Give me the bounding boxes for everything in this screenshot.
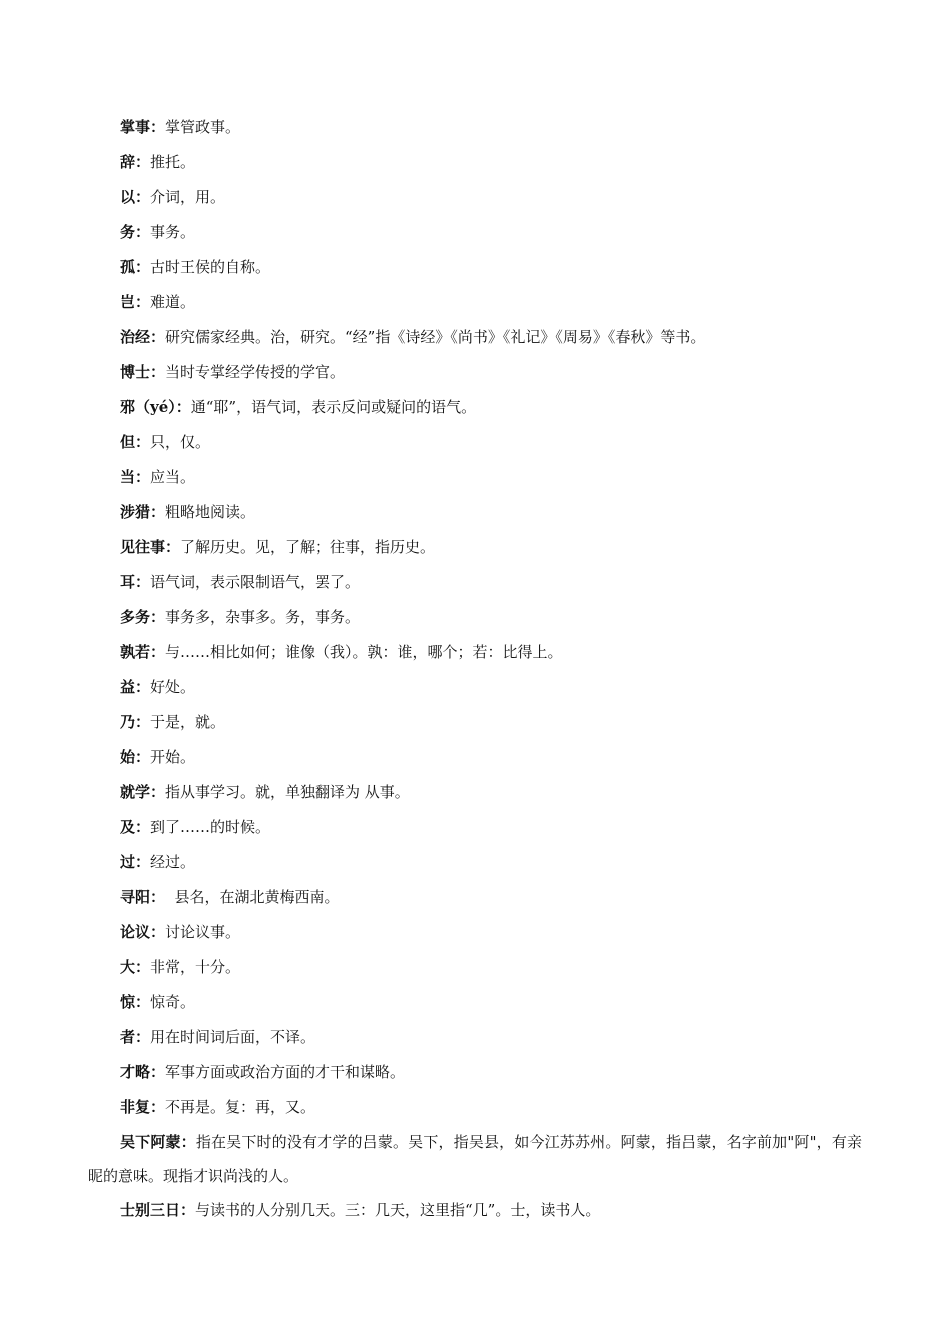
glossary-entry xyxy=(88,1125,862,1193)
glossary-entry xyxy=(120,1193,862,1228)
entry-definition: 当时专掌经学传授的学官。 xyxy=(165,363,346,381)
glossary-entry xyxy=(120,635,862,670)
entry-definition: 难道。 xyxy=(150,293,196,311)
entry-term: 才略： xyxy=(120,1063,166,1081)
entry-term: 治经： xyxy=(120,328,166,346)
entry-term: 吴下阿蒙： xyxy=(120,1133,196,1151)
entry-term: 岂： xyxy=(120,293,151,311)
entry-term: 务： xyxy=(120,223,151,241)
entry-definition: 了解历史。见，了解；往事，指历史。 xyxy=(180,538,436,556)
glossary-entry xyxy=(120,1055,862,1090)
entry-term: 孤： xyxy=(120,258,151,276)
glossary-entry xyxy=(120,530,862,565)
entry-definition: 与……相比如何；谁像（我）。孰：谁，哪个；若：比得上。 xyxy=(165,643,563,661)
glossary-entry xyxy=(120,460,862,495)
entry-definition: 军事方面或政治方面的才干和谋略。 xyxy=(165,1063,406,1081)
glossary-entry xyxy=(120,215,862,250)
entry-definition: 到了……的时候。 xyxy=(150,818,271,836)
entry-definition: 开始。 xyxy=(150,748,196,766)
glossary-entry xyxy=(120,565,862,600)
entry-term: 当： xyxy=(120,468,151,486)
entry-term: 惊： xyxy=(120,993,151,1011)
entry-term: 非复： xyxy=(120,1098,166,1116)
entry-term: 掌事： xyxy=(120,118,166,136)
glossary-entry xyxy=(120,775,862,810)
entry-definition: 用在时间词后面，不译。 xyxy=(150,1028,316,1046)
entry-term: 见往事： xyxy=(120,538,181,556)
entry-term: 益： xyxy=(120,678,151,696)
entry-definition: 通“耶”，语气词，表示反问或疑问的语气。 xyxy=(190,398,477,416)
entry-term: 寻阳： xyxy=(120,888,166,906)
entry-term: 乃： xyxy=(120,713,151,731)
entry-definition: 掌管政事。 xyxy=(165,118,241,136)
glossary-entry xyxy=(120,880,862,915)
entry-term: 士别三日： xyxy=(120,1201,196,1219)
glossary-entry xyxy=(120,670,862,705)
entry-definition: 应当。 xyxy=(150,468,196,486)
entry-definition: 惊奇。 xyxy=(150,993,196,1011)
entry-term: 大： xyxy=(120,958,151,976)
glossary-entry xyxy=(120,985,862,1020)
glossary-entry xyxy=(120,390,862,425)
entry-definition: 不再是。复：再，又。 xyxy=(165,1098,316,1116)
entry-definition: 指从事学习。就，单独翻译为 从事。 xyxy=(165,783,410,801)
glossary-entry xyxy=(120,740,862,775)
entry-term: 博士： xyxy=(120,363,166,381)
entry-definition: 介词，用。 xyxy=(150,188,226,206)
entry-definition: 非常，十分。 xyxy=(150,958,241,976)
entry-definition: 经过。 xyxy=(150,853,196,871)
entry-term: 孰若： xyxy=(120,643,166,661)
entry-term: 涉猎： xyxy=(120,503,166,521)
glossary-entry xyxy=(120,845,862,880)
entry-term: 辞： xyxy=(120,153,151,171)
glossary-entry xyxy=(120,600,862,635)
entry-definition: 古时王侯的自称。 xyxy=(150,258,271,276)
glossary-entry xyxy=(120,145,862,180)
entry-term: 但： xyxy=(120,433,151,451)
entry-term: 就学： xyxy=(120,783,166,801)
entry-definition: 好处。 xyxy=(150,678,196,696)
glossary-entry xyxy=(120,355,862,390)
entry-definition: 研究儒家经典。治，研究。“经”指《诗经》《尚书》《礼记》《周易》《春秋》等书。 xyxy=(165,328,706,346)
glossary-entry xyxy=(120,705,862,740)
glossary-entry xyxy=(120,250,862,285)
glossary-entry xyxy=(120,285,862,320)
entry-term: 以： xyxy=(120,188,151,206)
glossary-entry xyxy=(120,110,862,145)
entry-definition: 县名，在湖北黄梅西南。 xyxy=(165,888,340,906)
glossary-entry xyxy=(120,1020,862,1055)
glossary-entry xyxy=(120,915,862,950)
entry-definition: 语气词，表示限制语气，罢了。 xyxy=(150,573,361,591)
glossary-entry xyxy=(120,950,862,985)
glossary-entry xyxy=(120,1090,862,1125)
entry-term: 耳： xyxy=(120,573,151,591)
glossary-entry xyxy=(120,810,862,845)
glossary-entry xyxy=(120,180,862,215)
entry-definition: 事务多，杂事多。务，事务。 xyxy=(165,608,361,626)
entry-term: 多务： xyxy=(120,608,166,626)
glossary-entry xyxy=(120,320,862,355)
entry-definition: 粗略地阅读。 xyxy=(165,503,256,521)
entry-definition: 事务。 xyxy=(150,223,196,241)
entry-term: 始： xyxy=(120,748,151,766)
entry-definition: 推托。 xyxy=(150,153,196,171)
glossary-entry xyxy=(120,425,862,460)
entry-term: 论议： xyxy=(120,923,166,941)
entry-definition: 讨论议事。 xyxy=(165,923,241,941)
glossary-entry xyxy=(120,495,862,530)
entry-term: 及： xyxy=(120,818,151,836)
entry-definition: 与读书的人分别几天。三：几天，这里指“几”。士，读书人。 xyxy=(195,1201,601,1219)
entry-term: 邪（yé）： xyxy=(120,398,191,416)
entry-definition: 只，仅。 xyxy=(150,433,211,451)
entry-definition: 于是，就。 xyxy=(150,713,226,731)
glossary-list xyxy=(0,110,950,1228)
entry-term: 者： xyxy=(120,1028,151,1046)
entry-definition: 指在吴下时的没有才学的吕蒙。吴下，指吴县，如今江苏苏州。阿蒙，指吕蒙，名字前加"阿"，有亲昵的意味。现指才识尚浅的人。 xyxy=(88,1133,862,1185)
entry-term: 过： xyxy=(120,853,151,871)
